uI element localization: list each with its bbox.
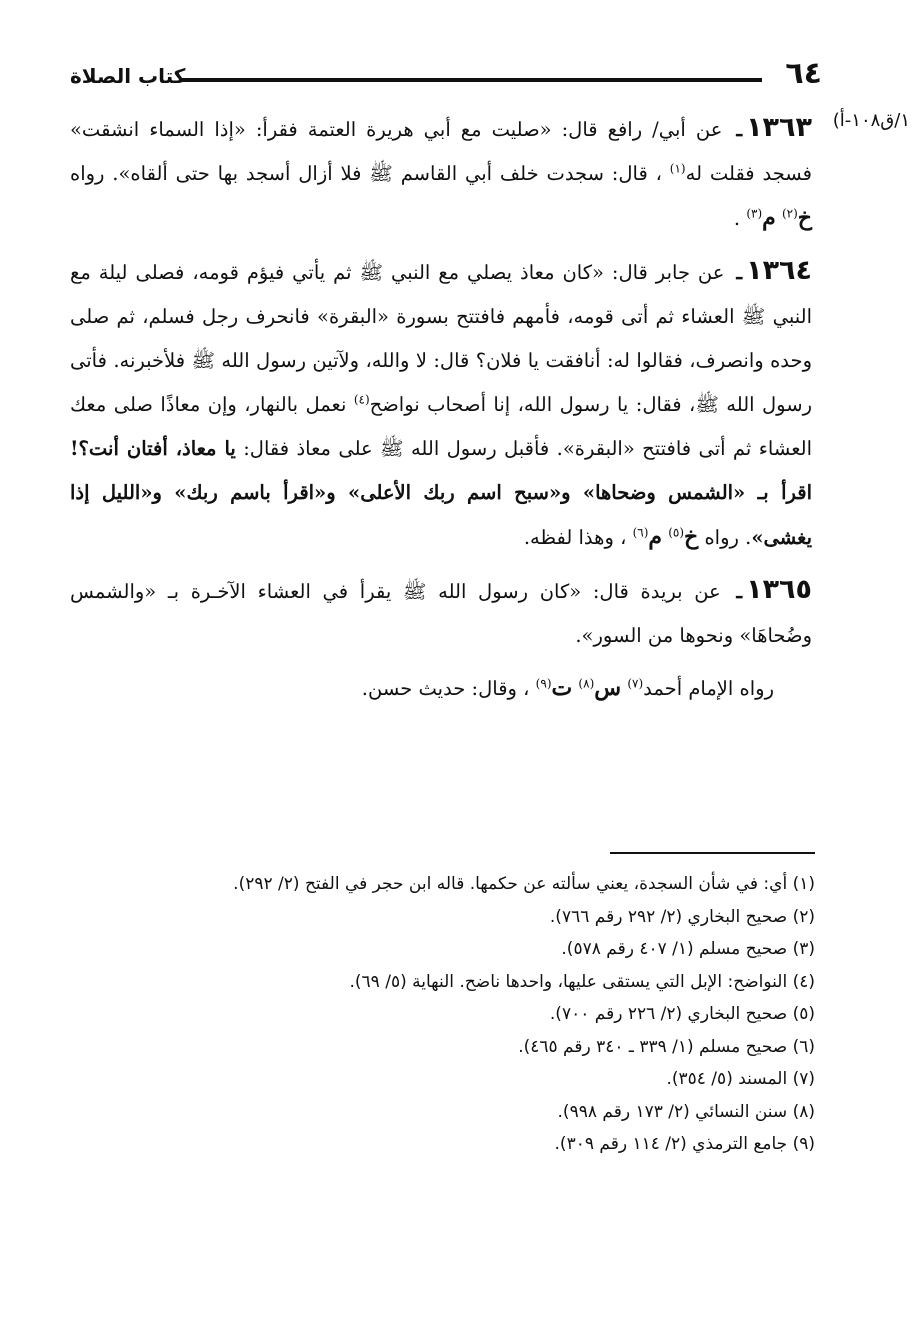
footnote: (٤) النواضح: الإبل التي يستقى عليها، واحدها ناضح. النهاية (٥/ ٦٩).	[349, 971, 815, 992]
hadith-1363	[70, 106, 812, 241]
source-symbol: م	[648, 524, 663, 550]
footnote-ref: (٣)	[746, 206, 763, 221]
footnote: (٩) جامع الترمذي (٢/ ١١٤ رقم ٣٠٩).	[554, 1134, 815, 1154]
hadith-1364	[70, 249, 812, 560]
footnote: (٥) صحيح البخاري (٢/ ٢٢٦ رقم ٧٠٠).	[549, 1004, 815, 1024]
footnote-ref: (٧)	[627, 676, 644, 691]
hadith-text: عن أبي/ رافع قال: «صليت مع أبي هريرة العتمة فقرأ: «إذا السماء انشقت» فسجد فقلت له	[70, 118, 812, 185]
source-symbol: ت	[551, 675, 573, 701]
hadith-text: ، وهذا لفظه.	[523, 526, 627, 549]
footnote-ref: (٤)	[353, 392, 370, 407]
footnote-ref: (٥)	[668, 525, 685, 540]
hadith-text: عن جابر قال: «كان معاذ يصلي مع النبي ﷺ ثم يأتي فيؤم قومه، فصلى ليلة مع النبي ﷺ العشاء ثم أتى قومه، فأمهم فافتتح بسورة «البقرة» فانحرف رجل فسلم، ثم صلى وحده وانصرف، فقالوا له: أنافقت يا فلان؟ قال: لا والله، ولآتين رسول الله ﷺ فلأخبرنه. فأتى رسول الله ﷺ، فقال: يا رسول الله، إنا أصحاب نواضح	[70, 261, 812, 416]
source-symbol: س	[594, 675, 622, 701]
footnote-separator	[610, 852, 815, 854]
hadith-1365	[70, 568, 812, 658]
attribution-text: رواه الإمام أحمد	[643, 677, 774, 700]
book-title: كتاب الصلاة	[70, 64, 186, 88]
footnote: (٨) سنن النسائي (٢/ ١٧٣ رقم ٩٩٨).	[557, 1101, 815, 1122]
hadith-emphasis: يا معاذ، أفتان أنت؟! اقرأ بـ «الشمس وضحاها» و«سبح اسم ربك الأعلى» و«اقرأ باسم ربك» و«الليل إذا يغشى»	[70, 437, 812, 549]
footnotes	[70, 868, 815, 1161]
header-rule	[182, 78, 762, 82]
hadith-text: ، قال: سجدت خلف أبي القاسم ﷺ فلا أزال أسجد بها حتى ألقاه». رواه	[70, 162, 662, 185]
footnote-ref: (٢)	[781, 206, 798, 221]
attribution-text: ، وقال: حديث حسن.	[361, 677, 530, 700]
source-symbol: م	[762, 205, 776, 231]
hadith-text: نعمل بالنهار، وإن معاذًا صلى معك العشاء ثم أتى فافتتح «البقرة». فأقبل رسول الله ﷺ على معاذ فقال:	[70, 393, 812, 460]
footnote-ref: (٨)	[578, 676, 595, 691]
footnote: (٦) صحيح مسلم (١/ ٣٣٩ ـ ٣٤٠ رقم ٤٦٥).	[518, 1036, 815, 1057]
footnote-ref: (١)	[669, 161, 686, 176]
footnote: (٢) صحيح البخاري (٢/ ٢٩٢ رقم ٧٦٦).	[549, 906, 815, 927]
footnote: (٣) صحيح مسلم (١/ ٤٠٧ رقم ٥٧٨).	[561, 939, 815, 959]
footnote-ref: (٩)	[535, 676, 552, 691]
hadith-number: ١٣٦٣	[746, 112, 812, 143]
footnote-ref: (٦)	[632, 525, 649, 540]
hadith-number: ١٣٦٥	[746, 574, 813, 605]
hadith-dash: ـ	[736, 580, 743, 603]
source-symbol: خ	[684, 524, 699, 550]
page-header	[70, 52, 822, 92]
hadith-text: . رواه	[698, 526, 752, 549]
manuscript-margin-note: ١/ق١٠٨-أ)	[832, 110, 910, 131]
footnote: (١) أي: في شأن السجدة، يعني سألته عن حكمها. قاله ابن حجر في الفتح (٢/ ٢٩٢).	[233, 874, 815, 894]
main-text	[70, 106, 812, 711]
page-number: ٦٤	[785, 56, 822, 91]
hadith-number: ١٣٦٤	[746, 255, 813, 286]
hadith-text: عن بريدة قال: «كان رسول الله ﷺ يقرأ في العشاء الآخـرة بـ «والشمس وضُحاهَا» ونحوها من السور».	[70, 580, 812, 647]
hadith-text: .	[733, 207, 741, 230]
source-symbol: خ	[797, 205, 812, 231]
hadith-dash: ـ	[736, 261, 743, 284]
footnote: (٧) المسند (٥/ ٣٥٤).	[666, 1069, 815, 1089]
hadith-attribution	[70, 666, 774, 711]
hadith-dash: ـ	[736, 118, 743, 141]
